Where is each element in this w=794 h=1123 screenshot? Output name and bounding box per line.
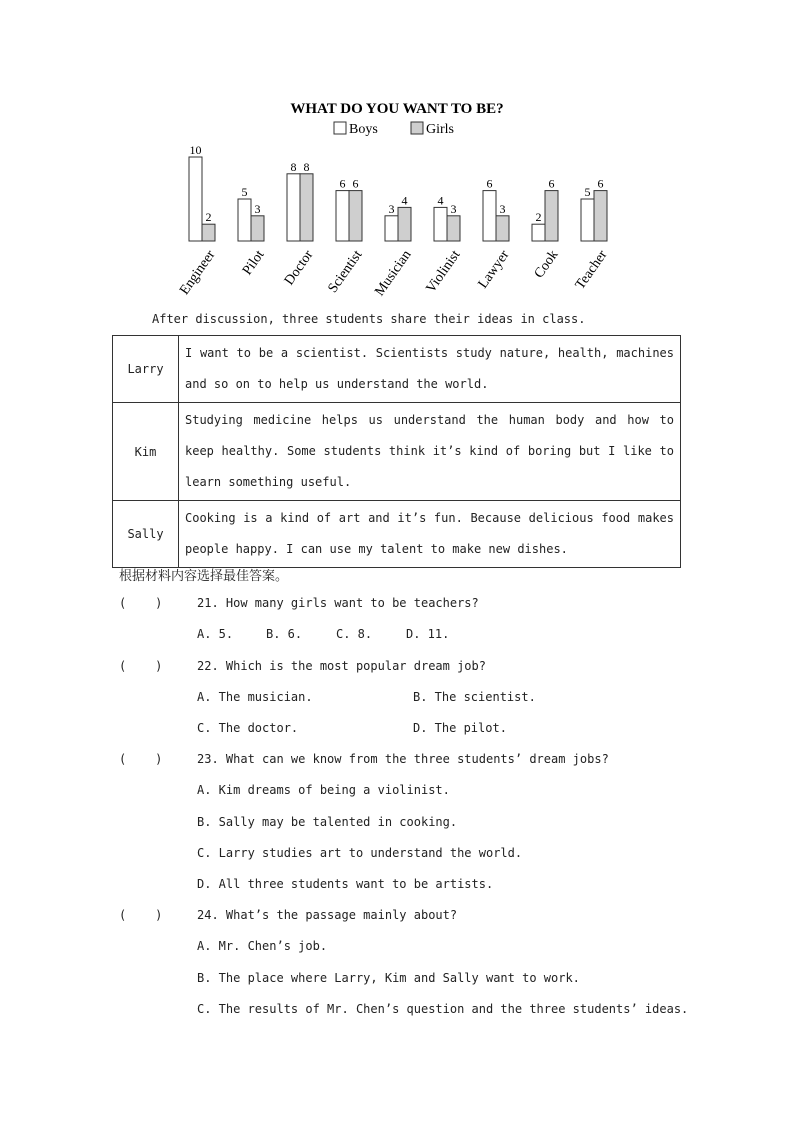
bar-girls-musician xyxy=(398,207,411,241)
bar-girls-cook xyxy=(545,191,558,241)
data-label-girls-musician: 4 xyxy=(401,193,408,208)
table-row xyxy=(113,403,681,501)
legend-swatch-girls xyxy=(411,122,423,134)
option[interactable]: C. 8. xyxy=(336,627,373,641)
option[interactable]: B. The scientist. xyxy=(413,690,536,704)
option[interactable]: D. The pilot. xyxy=(413,721,507,735)
data-label-girls-doctor: 8 xyxy=(303,159,310,174)
option[interactable]: B. The place where Larry, Kim and Sally want to work. xyxy=(197,971,580,985)
option[interactable]: D. 11. xyxy=(406,627,450,641)
intro-text: After discussion, three students share their ideas in class. xyxy=(152,312,586,326)
data-label-boys-pilot: 5 xyxy=(241,185,248,199)
student-idea: Studying medicine helps us understand the human body and how to keep healthy. Some students think it’s kind of boring but I like to learn something useful. xyxy=(179,403,681,501)
bar-boys-violinist xyxy=(434,207,447,241)
chart-title: WHAT DO YOU WANT TO BE? xyxy=(290,101,504,117)
bar-boys-musician xyxy=(385,216,398,241)
chart-legend xyxy=(334,122,454,137)
table-row xyxy=(113,336,681,403)
answer-bracket[interactable]: ( ) xyxy=(119,908,163,922)
tick-label-teacher: Teacher xyxy=(572,247,611,293)
option[interactable]: C. Larry studies art to understand the world. xyxy=(197,846,523,860)
question-stem: 23. What can we know from the three students’ dream jobs? xyxy=(197,752,609,766)
bar-girls-violinist xyxy=(447,216,460,241)
bar-girls-pilot xyxy=(251,216,264,241)
legend-label-girls: Girls xyxy=(426,122,454,137)
legend-label-boys: Boys xyxy=(349,122,378,137)
data-label-boys-doctor: 8 xyxy=(290,159,297,174)
bar-boys-engineer xyxy=(189,157,202,241)
data-label-girls-scientist: 6 xyxy=(352,176,359,191)
student-idea: I want to be a scientist. Scientists study nature, health, machines and so on to help us understand the world. xyxy=(179,336,681,403)
option[interactable]: A. Mr. Chen’s job. xyxy=(197,939,328,953)
bar-chart xyxy=(0,0,794,310)
student-idea: Cooking is a kind of art and it’s fun. Because delicious food makes people happy. I can use my talent to make new dishes. xyxy=(179,501,681,568)
data-label-girls-violinist: 3 xyxy=(450,201,457,216)
question-stem: 24. What’s the passage mainly about? xyxy=(197,908,458,922)
answer-bracket[interactable]: ( ) xyxy=(119,659,163,673)
tick-label-violinist: Violinist xyxy=(423,247,464,296)
bar-girls-scientist xyxy=(349,191,362,241)
tick-label-lawyer: Lawyer xyxy=(475,247,513,292)
data-label-boys-lawyer: 6 xyxy=(486,176,493,191)
option[interactable]: C. The results of Mr. Chen’s question and the three students’ ideas. xyxy=(197,1002,689,1016)
student-ideas-table xyxy=(112,335,681,568)
question-stem: 21. How many girls want to be teachers? xyxy=(197,596,479,610)
option[interactable]: A. Kim dreams of being a violinist. xyxy=(197,783,450,797)
student-name: Kim xyxy=(113,403,179,501)
data-label-girls-pilot: 3 xyxy=(254,201,261,216)
tick-label-pilot: Pilot xyxy=(240,247,268,279)
bar-boys-teacher xyxy=(581,199,594,241)
data-label-boys-musician: 3 xyxy=(388,201,395,216)
tick-label-scientist: Scientist xyxy=(325,247,366,296)
option[interactable]: A. The musician. xyxy=(197,690,313,704)
option[interactable]: B. 6. xyxy=(266,627,303,641)
option[interactable]: D. All three students want to be artists. xyxy=(197,877,494,891)
student-name: Larry xyxy=(113,336,179,403)
bar-girls-teacher xyxy=(594,191,607,241)
bar-girls-doctor xyxy=(300,174,313,241)
data-label-boys-engineer: 10 xyxy=(189,143,202,157)
tick-label-musician: Musician xyxy=(372,247,415,300)
tick-label-engineer: Engineer xyxy=(177,247,219,298)
question-stem: 22. Which is the most popular dream job? xyxy=(197,659,486,673)
bar-boys-lawyer xyxy=(483,191,496,241)
answer-bracket[interactable]: ( ) xyxy=(119,596,163,610)
data-label-boys-scientist: 6 xyxy=(339,176,346,191)
table-row xyxy=(113,501,681,568)
bar-boys-doctor xyxy=(287,174,300,241)
bar-girls-lawyer xyxy=(496,216,509,241)
tick-label-doctor: Doctor xyxy=(281,247,317,289)
option[interactable]: A. 5. xyxy=(197,627,234,641)
option[interactable]: C. The doctor. xyxy=(197,721,299,735)
data-label-girls-lawyer: 3 xyxy=(499,201,506,216)
bar-boys-pilot xyxy=(238,199,251,241)
data-label-girls-engineer: 2 xyxy=(205,210,212,225)
tick-label-cook: Cook xyxy=(531,247,562,282)
data-label-boys-teacher: 5 xyxy=(584,185,591,199)
data-label-boys-violinist: 4 xyxy=(437,193,444,208)
data-label-boys-cook: 2 xyxy=(535,210,542,225)
student-name: Sally xyxy=(113,501,179,568)
instruction: 根据材料内容选择最佳答案。 xyxy=(119,569,289,584)
answer-bracket[interactable]: ( ) xyxy=(119,752,163,766)
bar-girls-engineer xyxy=(202,224,215,241)
bar-boys-scientist xyxy=(336,191,349,241)
chart-bars xyxy=(177,143,610,299)
data-label-girls-cook: 6 xyxy=(548,176,555,191)
option[interactable]: B. Sally may be talented in cooking. xyxy=(197,815,458,829)
bar-boys-cook xyxy=(532,224,545,241)
legend-swatch-boys xyxy=(334,122,346,134)
data-label-girls-teacher: 6 xyxy=(597,176,604,191)
